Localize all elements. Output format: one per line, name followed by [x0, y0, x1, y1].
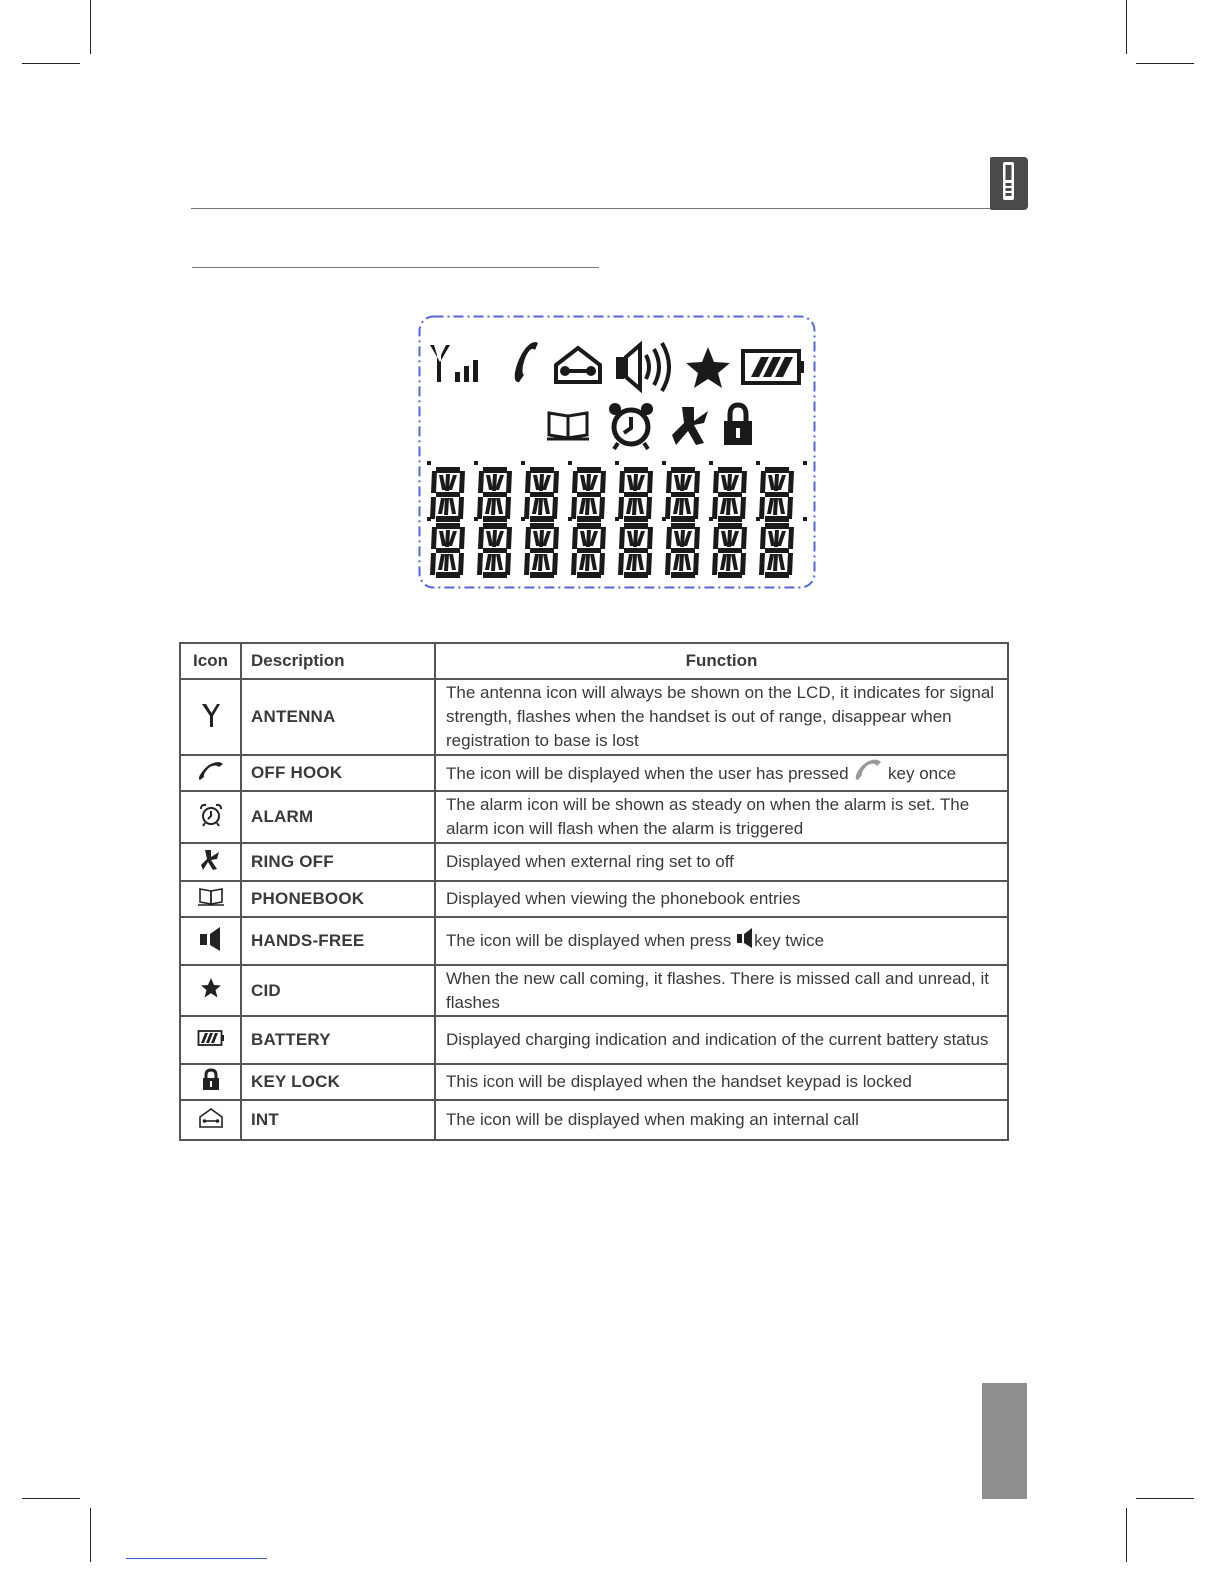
- alarm-icon: [180, 791, 241, 843]
- segment-digit: [712, 523, 747, 578]
- segment-dot: [662, 461, 666, 465]
- segment-digit: [477, 523, 512, 578]
- segment-dot: [568, 461, 572, 465]
- int-icon: [556, 348, 600, 382]
- segment-dot: [427, 461, 431, 465]
- antenna-icon: [180, 679, 241, 755]
- hands-free-key-icon: [736, 927, 754, 956]
- segment-dot: [709, 517, 713, 521]
- battery-icon: [180, 1016, 241, 1064]
- speaker-icon: [616, 343, 669, 391]
- segment-digit: [477, 467, 512, 522]
- ring-off-icon: [180, 843, 241, 881]
- row-description: BATTERY: [241, 1016, 435, 1064]
- segment-digit: [665, 523, 700, 578]
- row-function: [435, 917, 1008, 965]
- segment-dot: [756, 461, 760, 465]
- segment-dot: [662, 517, 666, 521]
- alarm-icon: [609, 403, 653, 449]
- row-function-text: The icon will be displayed when press: [446, 930, 732, 950]
- row-function-text: key twice: [754, 930, 825, 950]
- segment-dot: [474, 461, 478, 465]
- table-row: [180, 1100, 1008, 1140]
- icon-table: [179, 642, 1009, 1141]
- row-function-text: The icon will be displayed when the user has pressed: [446, 763, 849, 783]
- header-description: Description: [241, 643, 435, 679]
- table-row: [180, 843, 1008, 881]
- row-function-text: key once: [888, 763, 957, 783]
- segment-digit: [571, 467, 606, 522]
- header-function: Function: [435, 643, 1008, 679]
- key-lock-icon: [724, 405, 752, 445]
- handset-badge-icon: [990, 157, 1028, 210]
- table-row: [180, 965, 1008, 1016]
- crop-mark: [1136, 63, 1194, 64]
- table-row: [180, 679, 1008, 755]
- lcd-display-diagram: [418, 315, 816, 589]
- segment-digit: [430, 467, 465, 522]
- crop-mark: [22, 63, 80, 64]
- segment-digit: [665, 467, 700, 522]
- segment-dot: [615, 461, 619, 465]
- segment-display: [427, 461, 807, 578]
- table-row: [180, 1016, 1008, 1064]
- header-rule: [191, 208, 1027, 209]
- row-function: Displayed charging indication and indication of the current battery status: [435, 1016, 1008, 1064]
- row-description: INT: [241, 1100, 435, 1140]
- off-hook-icon: [515, 342, 538, 382]
- table-row: [180, 1064, 1008, 1100]
- segment-dot: [756, 517, 760, 521]
- row-description: ALARM: [241, 791, 435, 843]
- segment-dot: [474, 517, 478, 521]
- row-function: Displayed when external ring set to off: [435, 843, 1008, 881]
- row-description: CID: [241, 965, 435, 1016]
- crop-mark: [1126, 0, 1127, 54]
- row-description: PHONEBOOK: [241, 881, 435, 917]
- row-function: The alarm icon will be shown as steady on when the alarm is set. The alarm icon will flash when the alarm is triggered: [435, 791, 1008, 843]
- segment-digit: [618, 467, 653, 522]
- battery-icon: [743, 351, 804, 383]
- segment-digit: [618, 523, 653, 578]
- row-function: The icon will be displayed when making an internal call: [435, 1100, 1008, 1140]
- crop-mark: [1136, 1498, 1194, 1499]
- table-row: [180, 755, 1008, 791]
- row-description: RING OFF: [241, 843, 435, 881]
- row-description: HANDS-FREE: [241, 917, 435, 965]
- segment-digit: [430, 523, 465, 578]
- segment-dot: [709, 461, 713, 465]
- crop-mark: [90, 1508, 91, 1562]
- segment-dot: [803, 517, 807, 521]
- footer-link-underline: [126, 1558, 267, 1559]
- side-tab: [982, 1383, 1027, 1499]
- hands-free-icon: [180, 917, 241, 965]
- segment-dot: [615, 517, 619, 521]
- off-hook-key-icon: [853, 758, 883, 789]
- antenna-icon: [430, 345, 478, 382]
- key-lock-icon: [180, 1064, 241, 1100]
- table-row: [180, 881, 1008, 917]
- table-header-row: [180, 643, 1008, 679]
- cid-star-icon: [180, 965, 241, 1016]
- row-function: Displayed when viewing the phonebook entries: [435, 881, 1008, 917]
- off-hook-icon: [180, 755, 241, 791]
- segment-digit: [524, 523, 559, 578]
- segment-dot: [521, 461, 525, 465]
- section-rule: [192, 267, 599, 268]
- ring-off-icon: [672, 407, 708, 445]
- crop-mark: [22, 1498, 80, 1499]
- segment-dot: [803, 461, 807, 465]
- row-description: KEY LOCK: [241, 1064, 435, 1100]
- segment-dot: [427, 517, 431, 521]
- table-row: [180, 917, 1008, 965]
- segment-dot: [568, 517, 572, 521]
- phonebook-icon: [180, 881, 241, 917]
- crop-mark: [1126, 1508, 1127, 1562]
- cid-star-icon: [686, 347, 730, 388]
- segment-dot: [521, 517, 525, 521]
- int-icon: [180, 1100, 241, 1140]
- row-description: OFF HOOK: [241, 755, 435, 791]
- segment-digit: [759, 523, 794, 578]
- row-function: The antenna icon will always be shown on the LCD, it indicates for signal strength, flashes when the handset is out of range, disappear when registration to base is lost: [435, 679, 1008, 755]
- phonebook-icon: [547, 413, 589, 439]
- row-description: ANTENNA: [241, 679, 435, 755]
- header-icon: Icon: [180, 643, 241, 679]
- row-function: [435, 755, 1008, 791]
- segment-digit: [571, 523, 606, 578]
- table-row: [180, 791, 1008, 843]
- row-function: This icon will be displayed when the handset keypad is locked: [435, 1064, 1008, 1100]
- row-function: When the new call coming, it flashes. There is missed call and unread, it flashes: [435, 965, 1008, 1016]
- segment-digit: [524, 467, 559, 522]
- segment-digit: [759, 467, 794, 522]
- segment-digit: [712, 467, 747, 522]
- crop-mark: [90, 0, 91, 54]
